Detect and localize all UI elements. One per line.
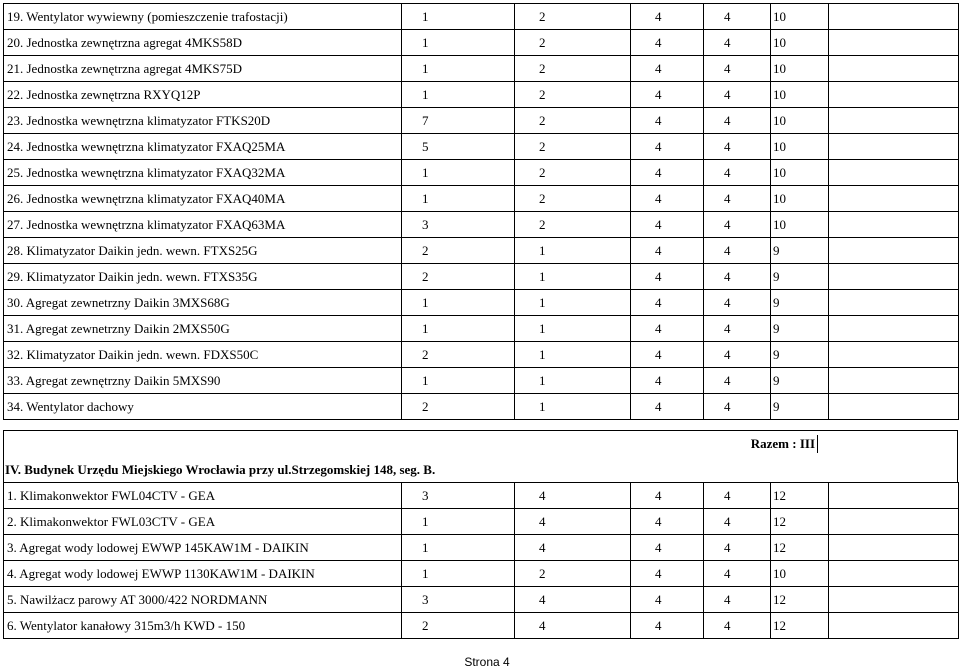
- value-cell: 4: [631, 394, 704, 420]
- value-cell: 2: [515, 30, 631, 56]
- item-name-cell: 19. Wentylator wywiewny (pomieszczenie trafostacji): [4, 4, 402, 30]
- empty-cell: [829, 483, 959, 509]
- value-cell: 4: [631, 535, 704, 561]
- value-cell: 2: [515, 108, 631, 134]
- total-cell: 9: [771, 290, 829, 316]
- table-row: [4, 134, 959, 160]
- value-cell: 4: [704, 509, 771, 535]
- total-cell: 12: [771, 535, 829, 561]
- quantity-cell: 2: [402, 394, 515, 420]
- total-cell: 10: [771, 56, 829, 82]
- empty-cell: [829, 134, 959, 160]
- quantity-cell: 1: [402, 160, 515, 186]
- value-cell: 1: [515, 342, 631, 368]
- value-cell: 4: [631, 108, 704, 134]
- item-name-cell: 27. Jednostka wewnętrzna klimatyzator FXAQ63MA: [4, 212, 402, 238]
- total-cell: 10: [771, 561, 829, 587]
- value-cell: 4: [704, 212, 771, 238]
- value-cell: 4: [631, 342, 704, 368]
- quantity-cell: 1: [402, 56, 515, 82]
- table-body-section-iv: [4, 483, 959, 639]
- item-name-cell: 5. Nawilżacz parowy AT 3000/422 NORDMANN: [4, 587, 402, 613]
- total-cell: 10: [771, 82, 829, 108]
- quantity-cell: 2: [402, 613, 515, 639]
- quantity-cell: 1: [402, 4, 515, 30]
- item-name-cell: 4. Agregat wody lodowej EWWP 1130KAW1M - DAIKIN: [4, 561, 402, 587]
- summary-row: [3, 430, 958, 457]
- empty-cell: [829, 587, 959, 613]
- summary-label: Razem : III: [751, 435, 818, 453]
- total-cell: 10: [771, 212, 829, 238]
- equipment-table-section-iii: [3, 3, 959, 420]
- value-cell: 2: [515, 561, 631, 587]
- item-name-cell: 2. Klimakonwektor FWL03CTV - GEA: [4, 509, 402, 535]
- value-cell: 4: [704, 561, 771, 587]
- total-cell: 12: [771, 613, 829, 639]
- value-cell: 4: [515, 587, 631, 613]
- total-cell: 9: [771, 394, 829, 420]
- table-row: [4, 561, 959, 587]
- table-row: [4, 186, 959, 212]
- value-cell: 2: [515, 56, 631, 82]
- item-name-cell: 1. Klimakonwektor FWL04CTV - GEA: [4, 483, 402, 509]
- total-cell: 12: [771, 587, 829, 613]
- value-cell: 1: [515, 290, 631, 316]
- item-name-cell: 32. Klimatyzator Daikin jedn. wewn. FDXS50C: [4, 342, 402, 368]
- value-cell: 2: [515, 186, 631, 212]
- table-body-section-iii: [4, 4, 959, 420]
- item-name-cell: 25. Jednostka wewnętrzna klimatyzator FXAQ32MA: [4, 160, 402, 186]
- quantity-cell: 1: [402, 561, 515, 587]
- item-name-cell: 3. Agregat wody lodowej EWWP 145KAW1M - DAIKIN: [4, 535, 402, 561]
- item-name-cell: 29. Klimatyzator Daikin jedn. wewn. FTXS35G: [4, 264, 402, 290]
- quantity-cell: 1: [402, 82, 515, 108]
- quantity-cell: 3: [402, 587, 515, 613]
- empty-cell: [829, 264, 959, 290]
- value-cell: 4: [631, 82, 704, 108]
- item-name-cell: 26. Jednostka wewnętrzna klimatyzator FXAQ40MA: [4, 186, 402, 212]
- table-row: [4, 535, 959, 561]
- page-footer: [0, 655, 960, 669]
- value-cell: 4: [631, 56, 704, 82]
- total-cell: 12: [771, 509, 829, 535]
- value-cell: 4: [631, 613, 704, 639]
- table-row: [4, 342, 959, 368]
- quantity-cell: 3: [402, 483, 515, 509]
- table-row: [4, 82, 959, 108]
- total-cell: 9: [771, 316, 829, 342]
- value-cell: 4: [704, 238, 771, 264]
- total-cell: 12: [771, 483, 829, 509]
- empty-cell: [829, 4, 959, 30]
- value-cell: 2: [515, 4, 631, 30]
- table-row: [4, 160, 959, 186]
- page-number: Strona 4: [464, 655, 510, 669]
- item-name-cell: 30. Agregat zewnetrzny Daikin 3MXS68G: [4, 290, 402, 316]
- value-cell: 1: [515, 368, 631, 394]
- value-cell: 4: [704, 4, 771, 30]
- value-cell: 4: [631, 134, 704, 160]
- table-row: [4, 368, 959, 394]
- value-cell: 4: [631, 587, 704, 613]
- item-name-cell: 28. Klimatyzator Daikin jedn. wewn. FTXS25G: [4, 238, 402, 264]
- value-cell: 4: [704, 368, 771, 394]
- table-row: [4, 212, 959, 238]
- value-cell: 4: [515, 535, 631, 561]
- quantity-cell: 7: [402, 108, 515, 134]
- quantity-cell: 3: [402, 212, 515, 238]
- item-name-cell: 6. Wentylator kanałowy 315m3/h KWD - 150: [4, 613, 402, 639]
- value-cell: 4: [631, 30, 704, 56]
- total-cell: 10: [771, 4, 829, 30]
- value-cell: 1: [515, 238, 631, 264]
- empty-cell: [829, 238, 959, 264]
- empty-cell: [829, 535, 959, 561]
- value-cell: 4: [515, 483, 631, 509]
- value-cell: 4: [631, 561, 704, 587]
- table-row: [4, 290, 959, 316]
- total-cell: 9: [771, 264, 829, 290]
- table-row: [4, 30, 959, 56]
- value-cell: 2: [515, 212, 631, 238]
- empty-cell: [829, 509, 959, 535]
- table-row: [4, 264, 959, 290]
- value-cell: 2: [515, 160, 631, 186]
- quantity-cell: 5: [402, 134, 515, 160]
- value-cell: 4: [704, 134, 771, 160]
- value-cell: 4: [631, 290, 704, 316]
- table-row: [4, 587, 959, 613]
- quantity-cell: 1: [402, 30, 515, 56]
- value-cell: 4: [631, 483, 704, 509]
- total-cell: 9: [771, 238, 829, 264]
- total-cell: 10: [771, 160, 829, 186]
- table-row: [4, 613, 959, 639]
- value-cell: 4: [704, 264, 771, 290]
- quantity-cell: 1: [402, 535, 515, 561]
- value-cell: 1: [515, 394, 631, 420]
- empty-cell: [829, 342, 959, 368]
- table-row: [4, 483, 959, 509]
- equipment-table-section-iv: [3, 482, 959, 639]
- table-row: [4, 394, 959, 420]
- value-cell: 4: [631, 509, 704, 535]
- value-cell: 4: [704, 394, 771, 420]
- quantity-cell: 2: [402, 238, 515, 264]
- item-name-cell: 34. Wentylator dachowy: [4, 394, 402, 420]
- value-cell: 4: [631, 212, 704, 238]
- quantity-cell: 2: [402, 264, 515, 290]
- table-row: [4, 316, 959, 342]
- empty-cell: [829, 212, 959, 238]
- value-cell: 4: [631, 186, 704, 212]
- value-cell: 4: [704, 535, 771, 561]
- quantity-cell: 1: [402, 509, 515, 535]
- quantity-cell: 1: [402, 316, 515, 342]
- value-cell: 1: [515, 316, 631, 342]
- value-cell: 4: [631, 264, 704, 290]
- value-cell: 1: [515, 264, 631, 290]
- value-cell: 2: [515, 134, 631, 160]
- total-cell: 10: [771, 30, 829, 56]
- empty-cell: [829, 368, 959, 394]
- quantity-cell: 1: [402, 186, 515, 212]
- value-cell: 4: [515, 613, 631, 639]
- total-cell: 9: [771, 368, 829, 394]
- value-cell: 4: [704, 483, 771, 509]
- empty-cell: [829, 30, 959, 56]
- value-cell: 4: [704, 82, 771, 108]
- empty-cell: [829, 613, 959, 639]
- item-name-cell: 33. Agregat zewnętrzny Daikin 5MXS90: [4, 368, 402, 394]
- item-name-cell: 24. Jednostka wewnętrzna klimatyzator FXAQ25MA: [4, 134, 402, 160]
- empty-cell: [829, 82, 959, 108]
- value-cell: 4: [631, 160, 704, 186]
- quantity-cell: 1: [402, 290, 515, 316]
- value-cell: 4: [631, 368, 704, 394]
- value-cell: 4: [704, 342, 771, 368]
- value-cell: 4: [704, 56, 771, 82]
- table-row: [4, 238, 959, 264]
- table-row: [4, 509, 959, 535]
- value-cell: 4: [631, 4, 704, 30]
- total-cell: 9: [771, 342, 829, 368]
- empty-cell: [829, 561, 959, 587]
- value-cell: 4: [704, 186, 771, 212]
- value-cell: 4: [704, 587, 771, 613]
- table-row: [4, 4, 959, 30]
- table-row: [4, 56, 959, 82]
- item-name-cell: 31. Agregat zewnetrzny Daikin 2MXS50G: [4, 316, 402, 342]
- empty-cell: [829, 394, 959, 420]
- item-name-cell: 22. Jednostka zewnętrzna RXYQ12P: [4, 82, 402, 108]
- value-cell: 4: [704, 613, 771, 639]
- table-row: [4, 108, 959, 134]
- empty-cell: [829, 186, 959, 212]
- quantity-cell: 2: [402, 342, 515, 368]
- quantity-cell: 1: [402, 368, 515, 394]
- value-cell: 2: [515, 82, 631, 108]
- total-cell: 10: [771, 134, 829, 160]
- total-cell: 10: [771, 186, 829, 212]
- value-cell: 4: [631, 316, 704, 342]
- item-name-cell: 21. Jednostka zewnętrzna agregat 4MKS75D: [4, 56, 402, 82]
- empty-cell: [829, 290, 959, 316]
- value-cell: 4: [704, 30, 771, 56]
- total-cell: 10: [771, 108, 829, 134]
- empty-cell: [829, 56, 959, 82]
- empty-cell: [829, 160, 959, 186]
- item-name-cell: 23. Jednostka wewnętrzna klimatyzator FTKS20D: [4, 108, 402, 134]
- value-cell: 4: [704, 290, 771, 316]
- value-cell: 4: [704, 160, 771, 186]
- empty-cell: [829, 108, 959, 134]
- item-name-cell: 20. Jednostka zewnętrzna agregat 4MKS58D: [4, 30, 402, 56]
- value-cell: 4: [631, 238, 704, 264]
- value-cell: 4: [704, 316, 771, 342]
- value-cell: 4: [704, 108, 771, 134]
- section-heading: IV. Budynek Urzędu Miejskiego Wrocławia przy ul.Strzegomskiej 148, seg. B.: [3, 457, 958, 482]
- empty-cell: [829, 316, 959, 342]
- value-cell: 4: [515, 509, 631, 535]
